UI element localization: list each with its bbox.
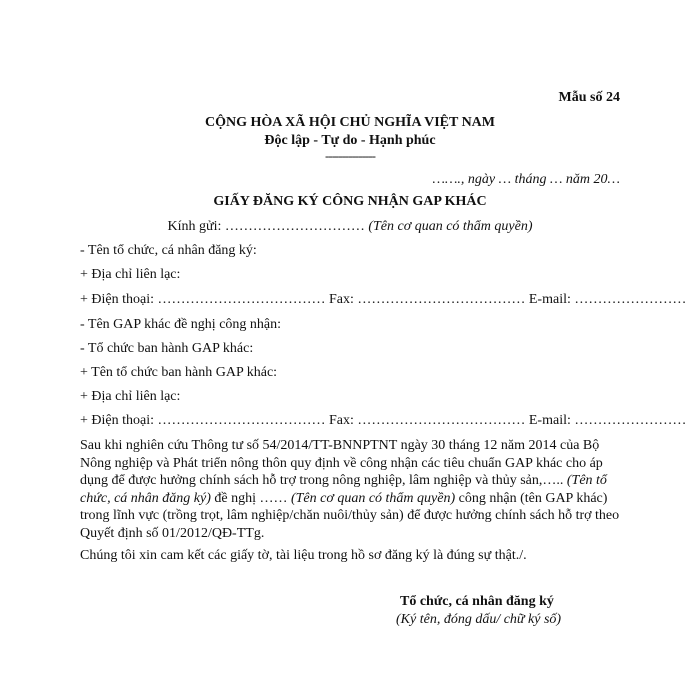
national-motto: Độc lập - Tự do - Hạnh phúc	[264, 133, 436, 148]
document-title: GIẤY ĐĂNG KÝ CÔNG NHẬN GAP KHÁC	[213, 194, 487, 209]
commitment-paragraph: Chúng tôi xin cam kết các giấy tờ, tài liệu trong hồ sơ đăng ký là đúng sự thật./.	[80, 548, 527, 563]
applicant-address-field: + Địa chỉ liên lạc:	[80, 267, 181, 282]
body-applicant-placeholder: (Tên tổ chức, cá nhân đăng ký)	[80, 473, 607, 506]
issuer-contact-field: + Điện thoại: ……………………………… Fax: ……………………………… E-mail: ……………………	[80, 413, 687, 428]
national-title: CỘNG HÒA XÃ HỘI CHỦ NGHĨA VIỆT NAM	[204, 115, 495, 130]
addressee-line	[0, 219, 700, 235]
body-authority-placeholder: (Tên cơ quan có thẩm quyền)	[290, 490, 456, 506]
applicant-contact-field: + Điện thoại: ……………………………… Fax: ……………………………… E-mail: ……………………	[80, 292, 687, 307]
body-text-2: đề nghị ……	[210, 490, 291, 506]
addressee-label: Kính gửi: …………………………	[167, 219, 365, 234]
signature-title: Tổ chức, cá nhân đăng ký	[400, 594, 554, 609]
body-text-1: Sau khi nghiên cứu Thông tư số 54/2014/TT-BNNPTNT ngày 30 tháng 12 năm 2014 của Bộ Nông nghiệp và Phát triển nông thôn quy định về công nhận các tiêu chuẩn GAP khác cho áp dụng để được hưởng chính sách hỗ trợ trong nông nghiệp, lâm nghiệp và thủy sản,…..	[80, 438, 603, 489]
issuer-name-field: + Tên tổ chức ban hành GAP khác:	[80, 365, 278, 380]
form-number: Mẫu số 24	[558, 90, 620, 105]
header-divider: ---------------	[325, 148, 375, 163]
issuer-address-field: + Địa chỉ liên lạc:	[80, 389, 181, 404]
applicant-name-field: - Tên tổ chức, cá nhân đăng ký:	[80, 243, 257, 258]
gap-name-field: - Tên GAP khác đề nghị công nhận:	[80, 317, 282, 332]
body-paragraph	[80, 437, 620, 543]
date-line: ……., ngày … tháng … năm 20…	[432, 172, 620, 187]
addressee-placeholder: (Tên cơ quan có thẩm quyền)	[368, 219, 533, 234]
signature-note: (Ký tên, đóng dấu/ chữ ký số)	[396, 612, 562, 627]
body-text-3: công nhận (tên GAP khác) trong lĩnh vực (trồng trọt, lâm nghiệp/chăn nuôi/thủy sản) để được hưởng chính sách hỗ trợ theo Quyết định số 01/2012/QĐ-TTg.	[80, 490, 620, 541]
issuer-field: - Tổ chức ban hành GAP khác:	[80, 341, 254, 356]
